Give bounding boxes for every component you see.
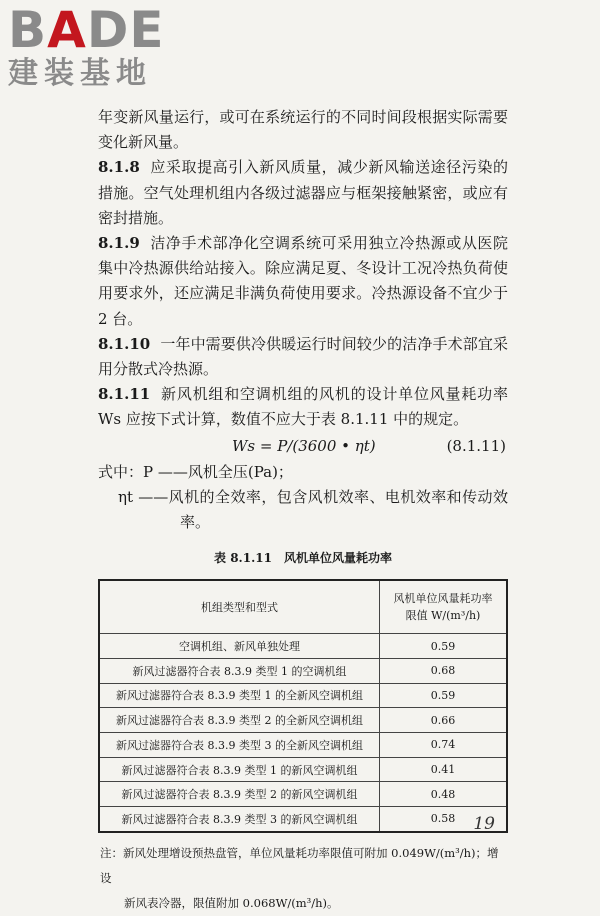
- clause-8-1-10: [98, 332, 508, 382]
- logo: [8, 1, 178, 92]
- header-power-limit: 风机单位风量耗功率 限值 W/(m³/h): [380, 580, 508, 634]
- table-note: [98, 841, 508, 916]
- clause-8-1-11: [98, 382, 508, 432]
- note-line-1: 注：新风处理增设预热盘管，单位风量耗功率限值可附加 0.049W/(m³/h)；增设: [100, 845, 499, 885]
- formula-number: (8.1.11): [446, 436, 506, 455]
- clause-text: 洁净手术部净化空调系统可采用独立冷热源或从医院集中冷热源供给站接入。除应满足夏、冬设计工况冷热负荷使用要求外，还应满足非满负荷使用要求。冷热源设备不宜少于 2 台。: [98, 234, 508, 328]
- table-row: [99, 757, 507, 782]
- where-symbol-eta: ηt ——风机的全效率，包含风机效率、电机效率和传动效率。: [118, 487, 508, 532]
- where-symbol-p: 式中：P ——风机全压(Pa)；: [98, 462, 293, 481]
- power-limit-table: [98, 579, 508, 833]
- formula-expression: Ws = P/(3600 • ηt): [232, 436, 376, 455]
- clause-text: 应采取提高引入新风质量，减少新风输送途径污染的措施。空气处理机组内各级过滤器应与框架接触紧密，或应有密封措施。: [98, 158, 508, 227]
- paragraph-continuation: 年变新风量运行，或可在系统运行的不同时间段根据实际需要变化新风量。: [98, 108, 508, 152]
- limit-value-cell: 0.59: [380, 634, 508, 659]
- clause-text: 新风机组和空调机组的风机的设计单位风量耗功率 Ws 应按下式计算，数值不应大于表 8.1.11 中的规定。: [98, 385, 508, 429]
- unit-type-cell: 新风过滤器符合表 8.3.9 类型 1 的空调机组: [99, 658, 380, 683]
- unit-type-cell: 新风过滤器符合表 8.3.9 类型 3 的全新风空调机组: [99, 733, 380, 758]
- clause-number: 8.1.8: [98, 158, 140, 177]
- unit-type-cell: 新风过滤器符合表 8.3.9 类型 2 的新风空调机组: [99, 782, 380, 807]
- table-header-row: [99, 580, 507, 634]
- table-row: [99, 658, 507, 683]
- page-number: 19: [473, 814, 495, 834]
- header-unit-type: 机组类型和型式: [99, 580, 380, 634]
- unit-type-cell: 新风过滤器符合表 8.3.9 类型 3 的新风空调机组: [99, 807, 380, 832]
- unit-type-cell: 新风过滤器符合表 8.3.9 类型 1 的全新风空调机组: [99, 683, 380, 708]
- limit-value-cell: 0.59: [380, 683, 508, 708]
- limit-value-cell: 0.66: [380, 708, 508, 733]
- table-row: [99, 733, 507, 758]
- logo-subtitle: 建装基地: [8, 56, 152, 91]
- clause-8-1-9: [98, 231, 508, 332]
- table-row: [99, 634, 507, 659]
- table-row: [99, 807, 507, 832]
- page-body: [98, 105, 508, 916]
- table-caption: 表 8.1.11 风机单位风量耗功率: [214, 551, 392, 566]
- note-line-2: 新风表冷器，限值附加 0.068W/(m³/h)。: [124, 895, 339, 910]
- limit-value-cell: 0.41: [380, 757, 508, 782]
- clause-number: 8.1.11: [98, 385, 151, 404]
- table-row: [99, 782, 507, 807]
- unit-type-cell: 新风过滤器符合表 8.3.9 类型 2 的全新风空调机组: [99, 708, 380, 733]
- formula: [98, 433, 508, 460]
- logo-brand: BADE: [8, 1, 165, 59]
- limit-value-cell: 0.58: [380, 807, 508, 832]
- limit-value-cell: 0.74: [380, 733, 508, 758]
- clause-number: 8.1.9: [98, 234, 140, 253]
- clause-8-1-8: [98, 155, 508, 231]
- unit-type-cell: 空调机组、新风单独处理: [99, 634, 380, 659]
- unit-type-cell: 新风过滤器符合表 8.3.9 类型 1 的新风空调机组: [99, 757, 380, 782]
- limit-value-cell: 0.68: [380, 658, 508, 683]
- clause-number: 8.1.10: [98, 334, 151, 353]
- limit-value-cell: 0.48: [380, 782, 508, 807]
- table-row: [99, 683, 507, 708]
- clause-text: 一年中需要供冷供暖运行时间较少的洁净手术部宜采用分散式冷热源。: [98, 334, 508, 379]
- table-row: [99, 708, 507, 733]
